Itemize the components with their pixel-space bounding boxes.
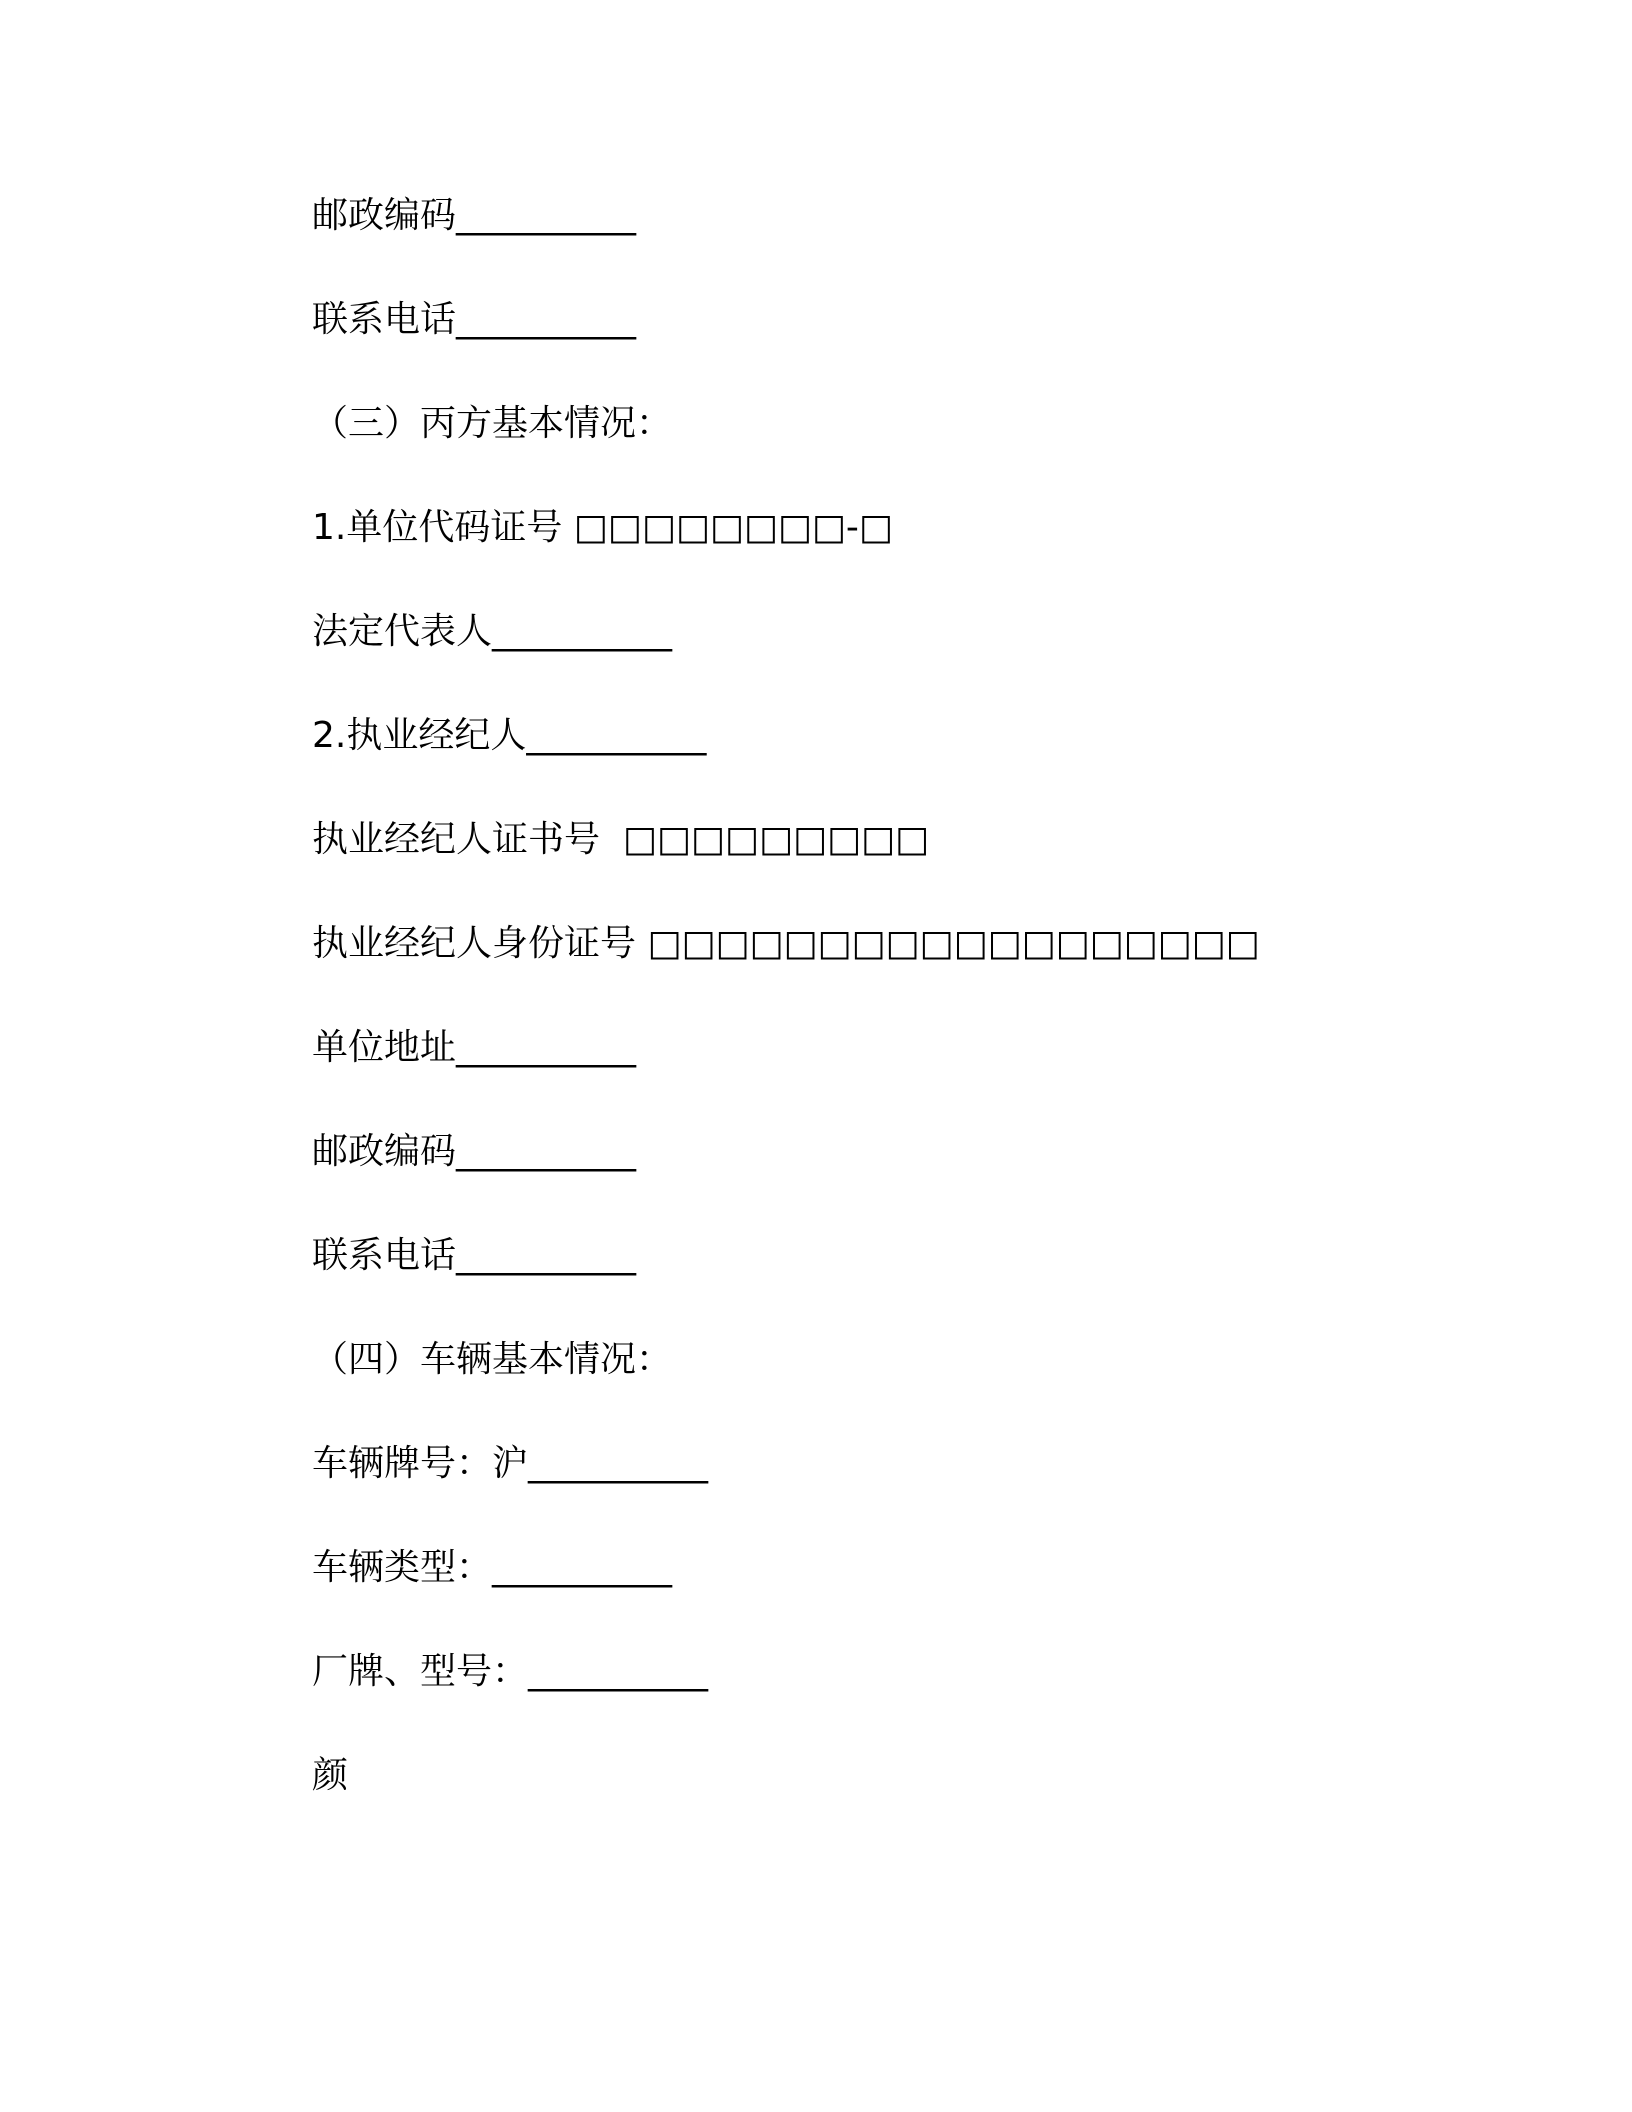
org-code-line: 1.单位代码证号 □□□□□□□□-□ [312,507,893,548]
legal-representative-line: 法定代表人__________ [312,611,673,652]
plate-number-line: 车辆牌号：沪__________ [312,1443,709,1484]
section-heading-party-c: （三）丙方基本情况： [312,403,673,444]
company-address-line: 单位地址__________ [312,1027,637,1068]
vehicle-type-line: 车辆类型：__________ [312,1547,673,1588]
phone-line-party-b: 联系电话__________ [312,299,637,340]
color-line-partial: 颜 [312,1755,349,1796]
postal-code-line-party-c: 邮政编码__________ [312,1131,637,1172]
section-heading-vehicle: （四）车辆基本情况： [312,1339,673,1380]
brand-model-line: 厂牌、型号：__________ [312,1651,709,1692]
phone-line-party-c: 联系电话__________ [312,1235,637,1276]
broker-id-card-line: 执业经纪人身份证号 □□□□□□□□□□□□□□□□□□ [312,923,1260,964]
broker-certificate-line: 执业经纪人证书号 □□□□□□□□□ [312,819,930,860]
postal-code-line-party-b: 邮政编码__________ [312,195,637,236]
licensed-broker-line: 2.执业经纪人__________ [312,715,707,756]
